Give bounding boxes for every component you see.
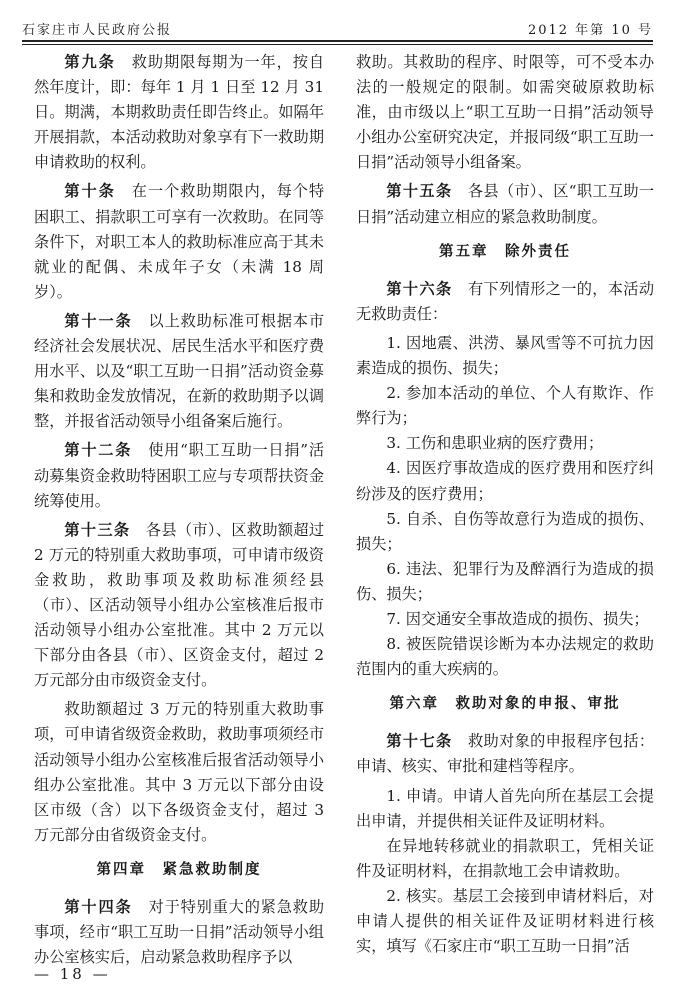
header-rule-thin <box>22 44 653 45</box>
list-item <box>356 784 654 834</box>
list-item <box>356 456 654 506</box>
paragraph-text: 救助期限每期为一年，按自然年度计，即：每年 1 月 1 日至 12 月 31 日。期满，本期救助责任即告终止。如隔年开展捐款，本活动救助对象享有下一救助期申请救助的权利。 <box>34 53 325 172</box>
paragraph-text: 1. 申请。申请人首先向所在基层工会提出申请，并提供相关证件及证明材料。 <box>356 786 654 830</box>
paragraph-text: 7. 因交通安全事故造成的损伤、损失； <box>386 609 649 628</box>
page-number: — 18 — <box>34 965 111 983</box>
paragraph-text: 使用“职工互助一日捐”活动募集资金救助特困职工应与专项帮扶资金统筹使用。 <box>34 441 325 510</box>
issue-number: 2012 年第 10 号 <box>527 23 653 38</box>
article-paragraph <box>356 729 654 779</box>
article-paragraph <box>34 697 324 848</box>
paragraph-text: 各县（市）、区救助额超过 2 万元的特别重大救助事项，可申请市级资金救助，救助事项及救助标准须经县（市）、区活动领导小组办公室核准后报市活动领导小组办公室批准。其中 2 万元以下部分由各县（市）、区资金支付，超过 2 万元部分由市级资金支付。 <box>34 520 325 690</box>
article-paragraph <box>356 277 654 327</box>
paragraph-text: 救助额超过 3 万元的特别重大救助事项，可申请省级资金救助，救助事项须经市活动领导小组办公室核准后报省活动领导小组办公室批准。其中 3 万元以下部分由设区市级（含）以下各级资金支付，超过 3 万元部分由省级资金支付。 <box>34 700 324 844</box>
paragraph-text: 6. 违法、犯罪行为及醉酒行为造成的损伤、损失； <box>356 559 654 603</box>
paragraph-text: 8. 被医院错误诊断为本办法规定的救助范围内的重大疾病的。 <box>356 635 654 679</box>
list-item <box>356 557 654 607</box>
paragraph-text: 有下列情形之一的，本活动无救助责任： <box>356 279 655 323</box>
paragraph-text: 1. 因地震、洪涝、暴风雪等不可抗力因素造成的损伤、损失； <box>356 333 654 378</box>
list-item <box>356 331 654 381</box>
article-number: 第十一条 <box>64 311 133 330</box>
paragraph-text: 各县（市）、区“职工互助一日捐”活动建立相应的紧急救助制度。 <box>356 182 655 226</box>
article-number: 第十四条 <box>64 898 133 916</box>
article-number: 第九条 <box>64 53 116 71</box>
list-item <box>356 632 654 682</box>
article-number: 第十二条 <box>64 441 133 460</box>
paragraph-text: 对于特别重大的紧急救助事项，经市“职工互助一日捐”活动领导小组办公室核实后，启动紧急救助程序予以 <box>34 898 325 967</box>
article-paragraph <box>34 179 324 304</box>
chapter-heading: 第四章 紧急救助制度 <box>96 861 262 878</box>
paragraph-text: 3. 工伤和患职业病的医疗费用； <box>386 434 604 453</box>
list-item <box>356 381 654 431</box>
article-number: 第十六条 <box>386 279 453 298</box>
list-item <box>356 834 654 884</box>
article-paragraph <box>34 518 324 694</box>
article-paragraph <box>34 438 324 513</box>
chapter-heading: 第五章 除外责任 <box>439 243 571 260</box>
paragraph-text: 2. 参加本活动的单位、个人有欺诈、作弊行为； <box>356 384 654 428</box>
article-number: 第十五条 <box>386 182 453 201</box>
article-number: 第十三条 <box>64 520 131 539</box>
chapter-heading: 第六章 救助对象的申报、审批 <box>389 696 621 713</box>
article-paragraph <box>34 50 324 175</box>
paragraph-text: 4. 因医疗事故造成的医疗费用和医疗纠纷涉及的医疗费用； <box>356 459 654 503</box>
header-rule-thick <box>22 40 653 42</box>
article-number: 第十七条 <box>386 732 453 751</box>
list-item <box>356 607 654 632</box>
paragraph-text: 救助。其救助的程序、时限等，可不受本办法的一般规定的限制。如需突破原救助标准，由市级以上“职工互助一日捐”活动领导小组办公室研究决定，并报同级“职工互助一日捐”活动领导小组备案。 <box>356 53 654 172</box>
page-header <box>22 16 653 38</box>
list-item <box>356 507 654 557</box>
paragraph-text: 2. 核实。基层工会接到申请材料后，对申请人提供的相关证件及证明材料进行核实，填写《石家庄市“职工互助一日捐”活 <box>356 886 654 956</box>
list-item <box>356 884 654 959</box>
article-paragraph <box>356 179 654 229</box>
article-paragraph <box>34 895 324 970</box>
left-column <box>34 50 324 971</box>
paragraph-text: 在异地转移就业的捐款职工，凭相关证件及证明材料，在捐款地工会申请救助。 <box>356 836 654 880</box>
article-paragraph <box>356 50 654 175</box>
article-number: 第十条 <box>64 182 116 201</box>
paragraph-text: 5. 自杀、自伤等故意行为造成的损伤、损失； <box>356 509 654 553</box>
right-column <box>356 50 654 971</box>
list-item <box>356 431 654 456</box>
publication-title: 石家庄市人民政府公报 <box>22 23 173 38</box>
article-paragraph <box>34 309 324 434</box>
paragraph-text: 救助对象的申报程序包括：申请、核实、审批和建档等程序。 <box>356 732 655 776</box>
paragraph-text: 以上救助标准可根据本市经济社会发展状况、居民生活水平和医疗费用水平、以及“职工互助一日捐”活动资金募集和救助金发放情况，在新的救助期予以调整，并报省活动领导小组备案后施行。 <box>34 311 325 431</box>
paragraph-text: 在一个救助期限内，每个特困职工、捐款职工可享有一次救助。在同等条件下，对职工本人的救助标准应高于其未就业的配偶、未成年子女（未满 18 周岁）。 <box>34 182 325 301</box>
